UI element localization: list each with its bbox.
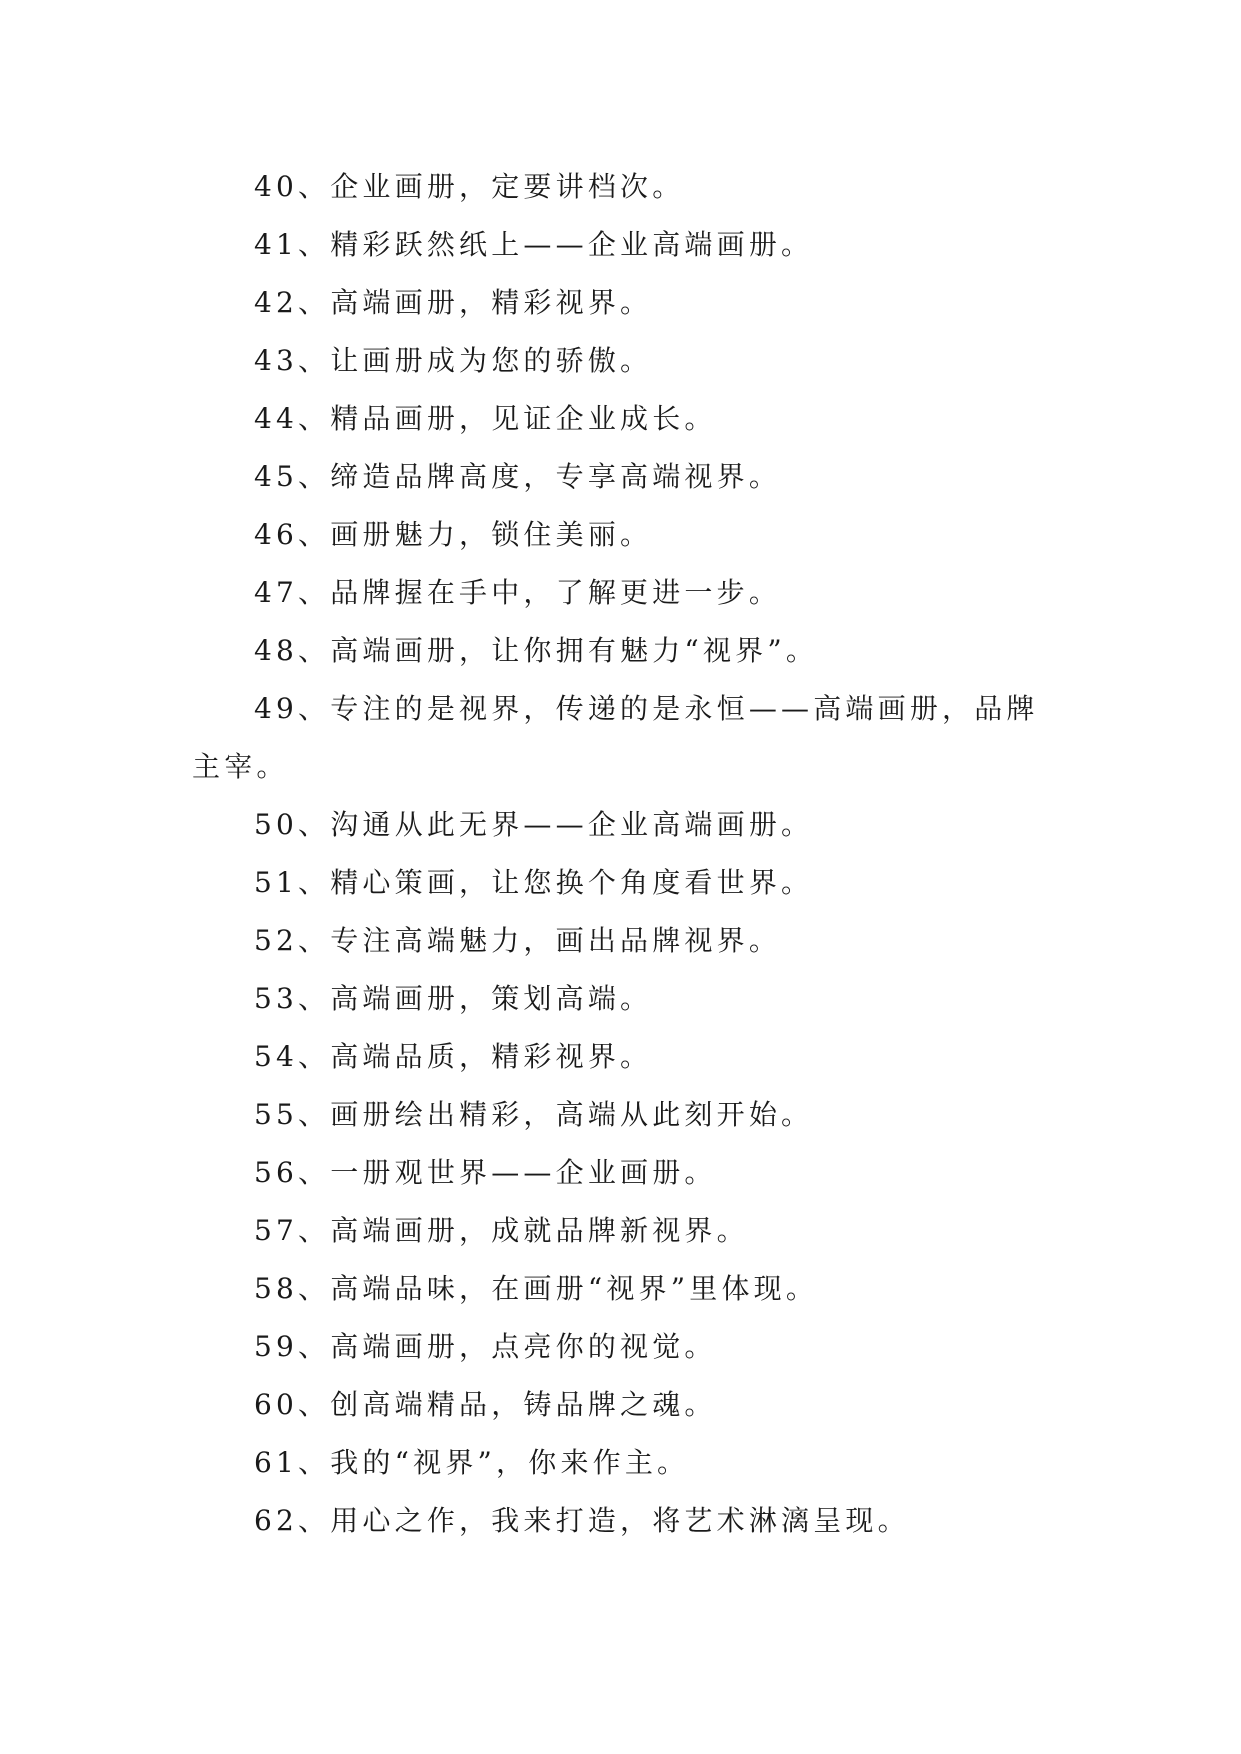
list-item: 53、高端画册，策划高端。	[254, 982, 653, 1015]
list-item: 47、品牌握在手中，了解更进一步。	[254, 576, 782, 609]
list-item: 44、精品画册，见证企业成长。	[254, 402, 717, 435]
list-item: 59、高端画册，点亮你的视觉。	[254, 1330, 717, 1363]
list-item: 51、精心策画，让您换个角度看世界。	[254, 866, 814, 899]
list-item: 57、高端画册，成就品牌新视界。	[254, 1214, 749, 1247]
list-item: 52、专注高端魅力，画出品牌视界。	[254, 924, 782, 957]
list-item: 62、用心之作，我来打造，将艺术淋漓呈现。	[254, 1504, 910, 1537]
list-item: 60、创高端精品，铸品牌之魂。	[254, 1388, 717, 1421]
list-item: 45、缔造品牌高度，专享高端视界。	[254, 460, 782, 493]
list-item: 61、我的“视界”，你来作主。	[254, 1446, 690, 1479]
list-item: 50、沟通从此无界——企业高端画册。	[254, 808, 814, 841]
list-item: 46、画册魅力，锁住美丽。	[254, 518, 653, 551]
list-item: 41、精彩跃然纸上——企业高端画册。	[254, 228, 814, 261]
list-item: 58、高端品味，在画册“视界”里体现。	[254, 1272, 819, 1305]
slogan-list	[192, 158, 1052, 1550]
list-item: 56、一册观世界——企业画册。	[254, 1156, 717, 1189]
list-item: 48、高端画册，让你拥有魅力“视界”。	[254, 634, 819, 667]
list-item: 40、企业画册，定要讲档次。	[254, 170, 685, 203]
list-item: 54、高端品质，精彩视界。	[254, 1040, 653, 1073]
list-item: 55、画册绘出精彩，高端从此刻开始。	[254, 1098, 814, 1131]
list-item: 43、让画册成为您的骄傲。	[254, 344, 653, 377]
list-item: 49、专注的是视界，传递的是永恒——高端画册，品牌主宰。	[192, 692, 1039, 783]
list-item: 42、高端画册，精彩视界。	[254, 286, 653, 319]
